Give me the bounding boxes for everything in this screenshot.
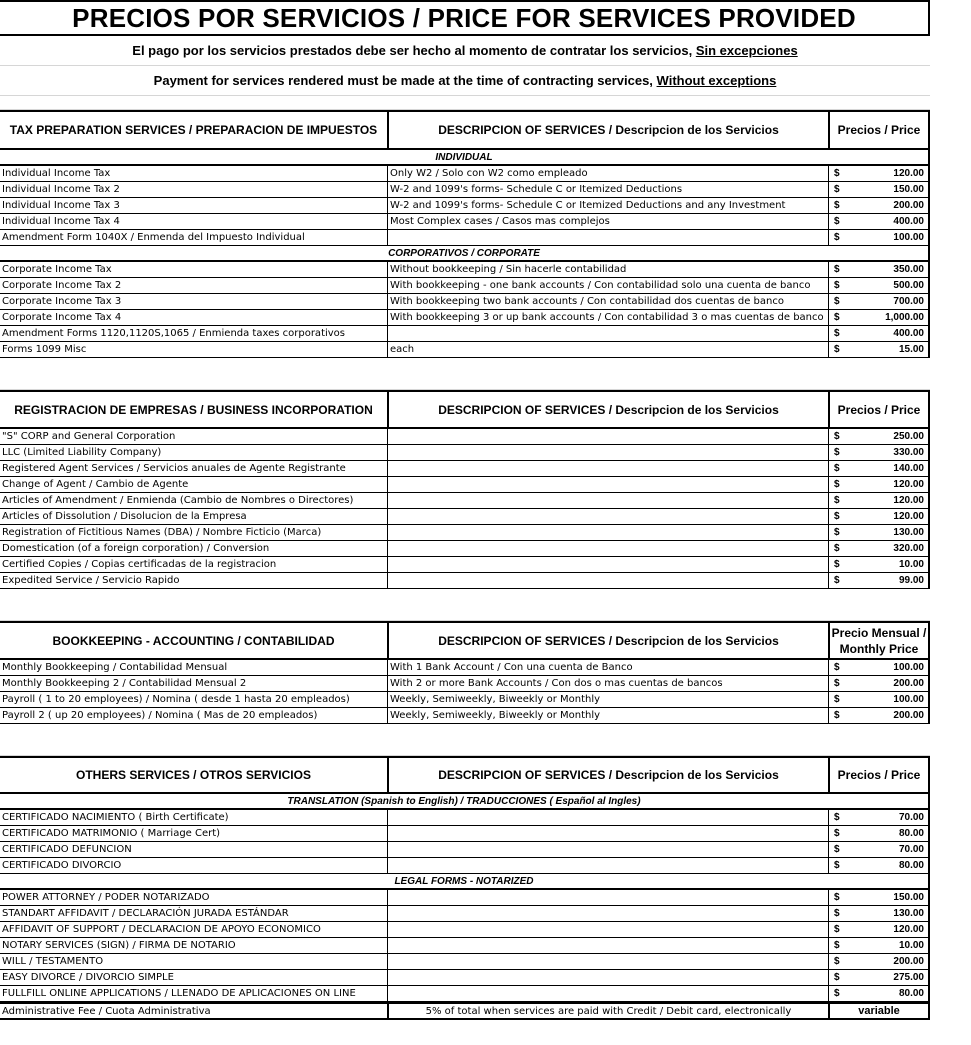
currency-symbol: $ xyxy=(834,527,840,538)
group-label: TRANSLATION (Spanish to English) / TRADUCCIONES ( Español al Ingles) xyxy=(0,794,930,810)
section-header xyxy=(0,756,930,794)
price-value: 10.00 xyxy=(898,940,924,951)
table-row xyxy=(0,906,930,922)
currency-symbol: $ xyxy=(834,232,840,243)
price-value: 100.00 xyxy=(893,232,924,243)
price-cell xyxy=(828,970,930,985)
service-description: Weekly, Semiweekly, Biweekly or Monthly xyxy=(387,692,828,707)
currency-symbol: $ xyxy=(834,940,840,951)
price-cell xyxy=(828,214,930,229)
price-cell xyxy=(828,230,930,245)
table-row xyxy=(0,294,930,310)
price-cell xyxy=(828,842,930,857)
column-header: Precios / Price xyxy=(828,112,930,148)
price-value: 200.00 xyxy=(893,200,924,211)
service-description xyxy=(387,858,828,873)
price-value: 700.00 xyxy=(893,296,924,307)
column-header: DESCRIPCION OF SERVICES / Descripcion de los Servicios xyxy=(387,758,828,792)
service-description xyxy=(387,573,828,588)
service-description xyxy=(387,326,828,341)
service-description xyxy=(387,826,828,841)
service-description xyxy=(387,954,828,969)
fee-description: 5% of total when services are paid with Credit / Debit card, electronically xyxy=(387,1004,828,1018)
service-description xyxy=(387,970,828,985)
currency-symbol: $ xyxy=(834,431,840,442)
table-row xyxy=(0,429,930,445)
price-value: 10.00 xyxy=(898,559,924,570)
service-name: Forms 1099 Misc xyxy=(2,344,87,355)
price-value: 70.00 xyxy=(898,844,924,855)
column-header: OTHERS SERVICES / OTROS SERVICIOS xyxy=(76,768,311,782)
price-value: 1,000.00 xyxy=(885,312,924,323)
service-name: "S" CORP and General Corporation xyxy=(2,431,176,442)
price-value: 100.00 xyxy=(893,662,924,673)
price-value: 120.00 xyxy=(893,495,924,506)
table-row xyxy=(0,692,930,708)
price-cell xyxy=(828,477,930,492)
service-description xyxy=(387,445,828,460)
currency-symbol: $ xyxy=(834,678,840,689)
currency-symbol: $ xyxy=(834,312,840,323)
price-cell xyxy=(828,326,930,341)
group-label: LEGAL FORMS - NOTARIZED xyxy=(0,874,930,890)
service-name: Amendment Form 1040X / Enmenda del Impuesto Individual xyxy=(2,232,305,243)
price-cell xyxy=(828,906,930,921)
service-description: Without bookkeeping / Sin hacerle contabilidad xyxy=(387,262,828,277)
price-cell xyxy=(828,262,930,277)
table-row xyxy=(0,166,930,182)
service-description xyxy=(387,810,828,825)
price-value: 130.00 xyxy=(893,908,924,919)
column-header: DESCRIPCION OF SERVICES / Descripcion de los Servicios xyxy=(387,392,828,427)
table-row xyxy=(0,660,930,676)
price-cell xyxy=(828,278,930,293)
service-description: With 2 or more Bank Accounts / Con dos o mas cuentas de bancos xyxy=(387,676,828,691)
service-name: CERTIFICADO DIVORCIO xyxy=(2,860,122,871)
service-name: Change of Agent / Cambio de Agente xyxy=(2,479,189,490)
table-row xyxy=(0,509,930,525)
table-row xyxy=(0,676,930,692)
column-header: DESCRIPCION OF SERVICES / Descripcion de los Servicios xyxy=(387,112,828,148)
price-cell xyxy=(828,922,930,937)
service-name: Corporate Income Tax 4 xyxy=(2,312,122,323)
table-row xyxy=(0,461,930,477)
price-value: 80.00 xyxy=(898,860,924,871)
price-value: 350.00 xyxy=(893,264,924,275)
page-title: PRECIOS POR SERVICIOS / PRICE FOR SERVICES PROVIDED xyxy=(0,0,930,36)
currency-symbol: $ xyxy=(834,844,840,855)
table-row xyxy=(0,262,930,278)
service-description xyxy=(387,541,828,556)
service-name: EASY DIVORCE / DIVORCIO SIMPLE xyxy=(2,972,174,983)
service-name: Articles of Amendment / Enmienda (Cambio de Nombres o Directores) xyxy=(2,495,354,506)
section-header xyxy=(0,110,930,150)
group-label: INDIVIDUAL xyxy=(0,150,930,166)
service-name: Monthly Bookkeeping / Contabilidad Mensual xyxy=(2,662,228,673)
price-cell xyxy=(828,954,930,969)
table-row xyxy=(0,708,930,724)
service-name: Registration of Fictitious Names (DBA) / Nombre Ficticio (Marca) xyxy=(2,527,322,538)
price-cell xyxy=(828,493,930,508)
currency-symbol: $ xyxy=(834,511,840,522)
table-row xyxy=(0,826,930,842)
service-description: Weekly, Semiweekly, Biweekly or Monthly xyxy=(387,708,828,723)
service-description: W-2 and 1099's forms- Schedule C or Itemized Deductions and any Investment xyxy=(387,198,828,213)
price-value: 400.00 xyxy=(893,216,924,227)
price-value: 120.00 xyxy=(893,168,924,179)
currency-symbol: $ xyxy=(834,908,840,919)
currency-symbol: $ xyxy=(834,972,840,983)
service-name: Registered Agent Services / Servicios anuales de Agente Registrante xyxy=(2,463,346,474)
service-description: Most Complex cases / Casos mas complejos xyxy=(387,214,828,229)
section-header xyxy=(0,390,930,429)
price-value: 70.00 xyxy=(898,812,924,823)
fee-price: variable xyxy=(828,1004,930,1018)
service-name: CERTIFICADO DEFUNCION xyxy=(2,844,132,855)
table-row xyxy=(0,310,930,326)
table-row xyxy=(0,278,930,294)
spacer-row xyxy=(0,724,930,756)
currency-symbol: $ xyxy=(834,828,840,839)
price-cell xyxy=(828,573,930,588)
service-name: Individual Income Tax xyxy=(2,168,111,179)
service-name: NOTARY SERVICES (SIGN) / FIRMA DE NOTARIO xyxy=(2,940,236,951)
service-description: With bookkeeping 3 or up bank accounts / Con contabilidad 3 o mas cuentas de banco xyxy=(387,310,828,325)
service-name: Expedited Service / Servicio Rapido xyxy=(2,575,180,586)
currency-symbol: $ xyxy=(834,988,840,999)
service-name: Monthly Bookkeeping 2 / Contabilidad Mensual 2 xyxy=(2,678,247,689)
service-name: Certified Copies / Copias certificadas de la registracion xyxy=(2,559,277,570)
currency-symbol: $ xyxy=(834,662,840,673)
service-description: W-2 and 1099's forms- Schedule C or Itemized Deductions xyxy=(387,182,828,197)
currency-symbol: $ xyxy=(834,924,840,935)
column-header: TAX PREPARATION SERVICES / PREPARACION DE IMPUESTOS xyxy=(9,123,378,137)
column-header: Precios / Price xyxy=(828,392,930,427)
service-name: WILL / TESTAMENTO xyxy=(2,956,104,967)
service-description: With 1 Bank Account / Con una cuenta de Banco xyxy=(387,660,828,675)
currency-symbol: $ xyxy=(834,559,840,570)
column-header: Precio Mensual / Monthly Price xyxy=(828,623,930,658)
table-row xyxy=(0,858,930,874)
spacer-row xyxy=(0,589,930,621)
price-cell xyxy=(828,429,930,444)
price-cell xyxy=(828,445,930,460)
admin-fee-row xyxy=(0,1002,930,1020)
table-row xyxy=(0,493,930,509)
price-cell xyxy=(828,294,930,309)
service-name: CERTIFICADO NACIMIENTO ( Birth Certificate) xyxy=(2,812,229,823)
table-row xyxy=(0,525,930,541)
payment-notice-spanish xyxy=(0,36,930,66)
section-header xyxy=(0,621,930,660)
price-cell xyxy=(828,182,930,197)
currency-symbol: $ xyxy=(834,168,840,179)
currency-symbol: $ xyxy=(834,495,840,506)
column-header: Precios / Price xyxy=(828,758,930,792)
service-name: Domestication (of a foreign corporation) / Conversion xyxy=(2,543,270,554)
price-value: 140.00 xyxy=(893,463,924,474)
service-description: each xyxy=(387,342,828,357)
price-cell xyxy=(828,509,930,524)
table-row xyxy=(0,182,930,198)
currency-symbol: $ xyxy=(834,328,840,339)
service-name: Payroll ( 1 to 20 employees) / Nomina ( desde 1 hasta 20 empleados) xyxy=(2,694,350,705)
price-value: 500.00 xyxy=(893,280,924,291)
service-description xyxy=(387,890,828,905)
service-name: Individual Income Tax 2 xyxy=(2,184,120,195)
payment-notice-english xyxy=(0,66,930,96)
service-name: Corporate Income Tax 3 xyxy=(2,296,122,307)
price-value: 200.00 xyxy=(893,710,924,721)
price-value: 330.00 xyxy=(893,447,924,458)
table-row xyxy=(0,541,930,557)
price-cell xyxy=(828,166,930,181)
service-name: Individual Income Tax 3 xyxy=(2,200,120,211)
table-row xyxy=(0,214,930,230)
price-cell xyxy=(828,938,930,953)
currency-symbol: $ xyxy=(834,447,840,458)
price-cell xyxy=(828,676,930,691)
service-description: With bookkeeping - one bank accounts / Con contabilidad solo una cuenta de banco xyxy=(387,278,828,293)
price-value: 100.00 xyxy=(893,694,924,705)
notice-es-text: El pago por los servicios prestados debe ser hecho al momento de contratar los servicios, xyxy=(132,43,693,58)
price-value: 120.00 xyxy=(893,479,924,490)
currency-symbol: $ xyxy=(834,200,840,211)
price-cell xyxy=(828,660,930,675)
service-description xyxy=(387,922,828,937)
table-row xyxy=(0,573,930,589)
price-value: 15.00 xyxy=(898,344,924,355)
table-row xyxy=(0,230,930,246)
price-value: 200.00 xyxy=(893,678,924,689)
price-value: 120.00 xyxy=(893,511,924,522)
price-cell xyxy=(828,525,930,540)
price-value: 150.00 xyxy=(893,892,924,903)
service-name: POWER ATTORNEY / PODER NOTARIZADO xyxy=(2,892,210,903)
table-row xyxy=(0,557,930,573)
price-value: 80.00 xyxy=(898,988,924,999)
table-row xyxy=(0,445,930,461)
currency-symbol: $ xyxy=(834,694,840,705)
notice-en-emphasis: Without exceptions xyxy=(656,73,777,88)
price-value: 275.00 xyxy=(893,972,924,983)
currency-symbol: $ xyxy=(834,479,840,490)
price-value: 200.00 xyxy=(893,956,924,967)
currency-symbol: $ xyxy=(834,463,840,474)
currency-symbol: $ xyxy=(834,956,840,967)
spacer-row xyxy=(0,96,930,110)
price-cell xyxy=(828,810,930,825)
table-row xyxy=(0,922,930,938)
price-cell xyxy=(828,541,930,556)
service-description xyxy=(387,557,828,572)
currency-symbol: $ xyxy=(834,264,840,275)
price-cell xyxy=(828,986,930,1001)
currency-symbol: $ xyxy=(834,892,840,903)
service-description: Only W2 / Solo con W2 como empleado xyxy=(387,166,828,181)
price-value: 400.00 xyxy=(893,328,924,339)
price-cell xyxy=(828,342,930,357)
price-value: 130.00 xyxy=(893,527,924,538)
column-header: REGISTRACION DE EMPRESAS / BUSINESS INCORPORATION xyxy=(14,402,373,417)
currency-symbol: $ xyxy=(834,280,840,291)
service-description xyxy=(387,230,828,245)
table-row xyxy=(0,477,930,493)
fee-name: Administrative Fee / Cuota Administrativa xyxy=(2,1005,211,1017)
table-row xyxy=(0,842,930,858)
service-description xyxy=(387,938,828,953)
currency-symbol: $ xyxy=(834,296,840,307)
price-cell xyxy=(828,708,930,723)
service-name: Articles of Dissolution / Disolucion de la Empresa xyxy=(2,511,247,522)
table-row xyxy=(0,342,930,358)
service-description: With bookkeeping two bank accounts / Con contabilidad dos cuentas de banco xyxy=(387,294,828,309)
price-cell xyxy=(828,461,930,476)
currency-symbol: $ xyxy=(834,575,840,586)
service-description xyxy=(387,429,828,444)
service-name: Amendment Forms 1120,1120S,1065 / Enmienda taxes corporativos xyxy=(2,328,346,339)
price-cell xyxy=(828,858,930,873)
table-row xyxy=(0,954,930,970)
currency-symbol: $ xyxy=(834,216,840,227)
price-cell xyxy=(828,826,930,841)
table-row xyxy=(0,326,930,342)
service-description xyxy=(387,906,828,921)
currency-symbol: $ xyxy=(834,812,840,823)
notice-en-text: Payment for services rendered must be made at the time of contracting services, xyxy=(153,73,653,88)
group-label: CORPORATIVOS / CORPORATE xyxy=(0,246,930,262)
spacer-row xyxy=(0,358,930,390)
service-name: Corporate Income Tax xyxy=(2,264,112,275)
price-cell xyxy=(828,198,930,213)
service-description xyxy=(387,842,828,857)
service-description xyxy=(387,461,828,476)
price-cell xyxy=(828,692,930,707)
service-description xyxy=(387,509,828,524)
price-value: 120.00 xyxy=(893,924,924,935)
table-row xyxy=(0,938,930,954)
price-value: 150.00 xyxy=(893,184,924,195)
currency-symbol: $ xyxy=(834,710,840,721)
service-description xyxy=(387,986,828,1001)
price-value: 99.00 xyxy=(898,575,924,586)
table-row xyxy=(0,198,930,214)
price-cell xyxy=(828,310,930,325)
price-cell xyxy=(828,890,930,905)
table-row xyxy=(0,986,930,1002)
service-description xyxy=(387,493,828,508)
service-name: STANDART AFFIDAVIT / DECLARACIÓN JURADA ESTÁNDAR xyxy=(2,908,289,919)
currency-symbol: $ xyxy=(834,184,840,195)
currency-symbol: $ xyxy=(834,860,840,871)
sections-container xyxy=(0,110,930,1002)
service-name: AFFIDAVIT OF SUPPORT / DECLARACION DE APOYO ECONOMICO xyxy=(2,924,321,935)
service-name: LLC (Limited Liability Company) xyxy=(2,447,162,458)
currency-symbol: $ xyxy=(834,543,840,554)
price-value: 320.00 xyxy=(893,543,924,554)
table-row xyxy=(0,810,930,826)
notice-es-emphasis: Sin excepciones xyxy=(695,43,798,58)
service-name: Payroll 2 ( up 20 employees) / Nomina ( Mas de 20 empleados) xyxy=(2,710,318,721)
service-description xyxy=(387,525,828,540)
table-row xyxy=(0,890,930,906)
price-cell xyxy=(828,557,930,572)
column-header: DESCRIPCION OF SERVICES / Descripcion de los Servicios xyxy=(387,623,828,658)
price-value: 80.00 xyxy=(898,828,924,839)
service-name: CERTIFICADO MATRIMONIO ( Marriage Cert) xyxy=(2,828,221,839)
service-name: Individual Income Tax 4 xyxy=(2,216,120,227)
currency-symbol: $ xyxy=(834,344,840,355)
service-name: FULLFILL ONLINE APPLICATIONS / LLENADO DE APLICACIONES ON LINE xyxy=(2,988,356,999)
column-header: BOOKKEEPING - ACCOUNTING / CONTABILIDAD xyxy=(52,633,335,648)
table-row xyxy=(0,970,930,986)
service-name: Corporate Income Tax 2 xyxy=(2,280,122,291)
price-value: 250.00 xyxy=(893,431,924,442)
service-description xyxy=(387,477,828,492)
